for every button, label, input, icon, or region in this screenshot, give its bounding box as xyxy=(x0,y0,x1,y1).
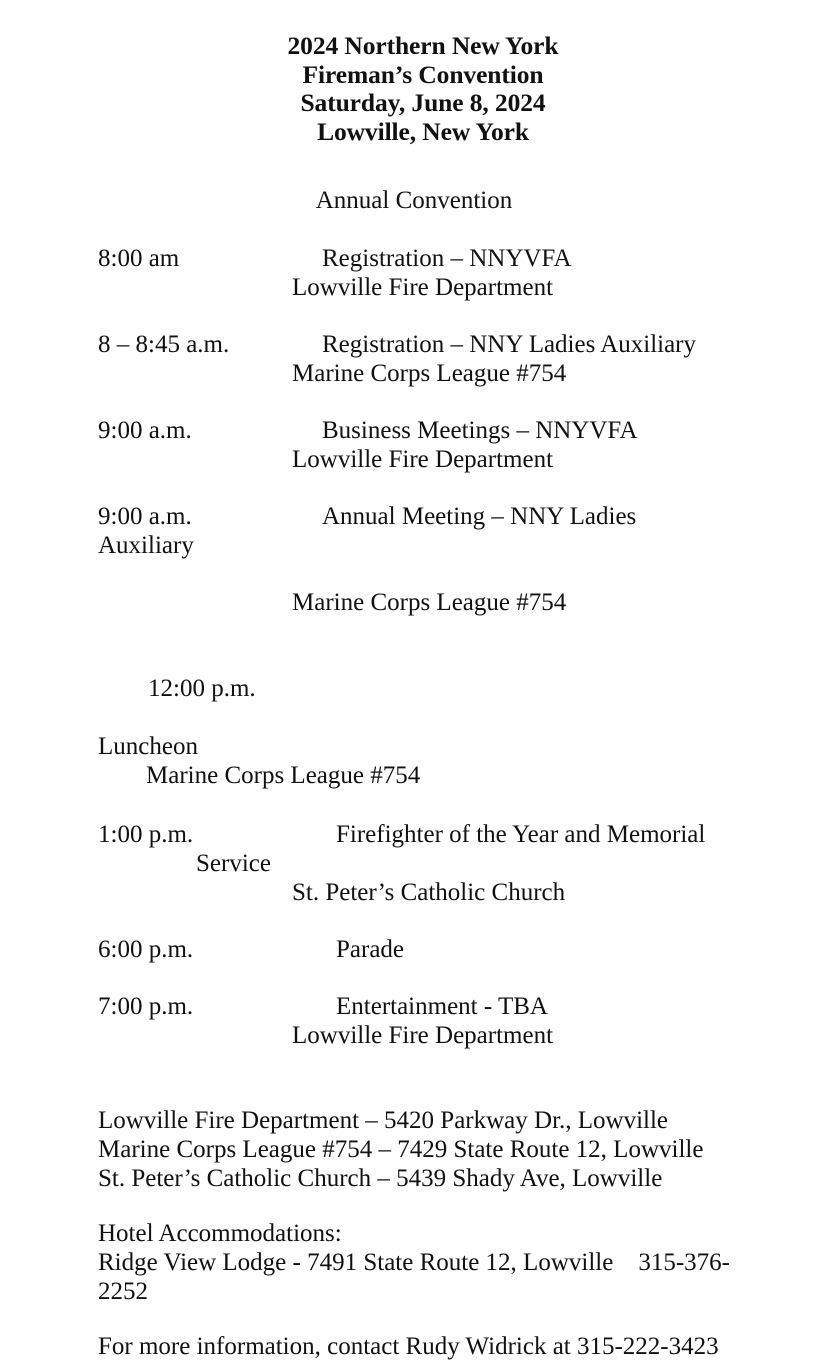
schedule-event-continuation: Service xyxy=(196,850,271,878)
schedule-event: Registration – NNYVFA xyxy=(322,245,572,273)
hotel-accommodations-block xyxy=(98,1219,748,1306)
schedule-venue: St. Peter’s Catholic Church xyxy=(292,879,566,907)
schedule-venue: Lowville Fire Department xyxy=(292,446,554,474)
venue-address-list xyxy=(98,1106,748,1193)
schedule-time: 7:00 p.m. xyxy=(98,993,194,1021)
title-line-1: 2024 Northern New York xyxy=(287,31,559,60)
schedule-event: Business Meetings – NNYVFA xyxy=(322,417,638,445)
schedule-list xyxy=(98,244,748,1050)
spacer xyxy=(98,1306,748,1332)
schedule-entry xyxy=(98,502,748,617)
schedule-entry xyxy=(98,820,748,907)
schedule-venue: Marine Corps League #754 xyxy=(292,360,567,388)
schedule-entry xyxy=(98,645,748,790)
spacer xyxy=(98,1193,748,1219)
schedule-entry xyxy=(98,416,748,474)
schedule-entry xyxy=(98,330,748,388)
schedule-time: 12:00 p.m. xyxy=(148,675,256,703)
title-line-4: Lowville, New York xyxy=(317,116,529,146)
venue-address: St. Peter’s Catholic Church – 5439 Shady Ave, Lowville xyxy=(98,1165,663,1193)
schedule-event: Registration – NNY Ladies Auxiliary xyxy=(322,331,697,359)
title-line-3: Saturday, June 8, 2024 xyxy=(300,88,546,118)
hotel-heading: Hotel Accommodations: xyxy=(98,1220,342,1248)
schedule-entry xyxy=(98,935,748,964)
schedule-event-continuation: Auxiliary xyxy=(98,532,194,560)
schedule-venue: Lowville Fire Department xyxy=(292,274,554,302)
document-title xyxy=(98,28,748,146)
schedule-event: Parade xyxy=(336,936,405,964)
schedule-time: 8 – 8:45 a.m. xyxy=(98,331,230,359)
venue-address: Lowville Fire Department – 5420 Parkway Dr., Lowville xyxy=(98,1107,669,1135)
schedule-event: Annual Meeting – NNY Ladies xyxy=(322,503,637,531)
venue-address: Marine Corps League #754 – 7429 State Route 12, Lowville xyxy=(98,1136,704,1164)
schedule-event: Entertainment - TBA xyxy=(336,993,548,1021)
hotel-listing-line-1: Ridge View Lodge - 7491 State Route 12, Lowville 315-376- xyxy=(98,1249,730,1277)
schedule-time: 1:00 p.m. xyxy=(98,821,194,849)
schedule-venue: Lowville Fire Department xyxy=(292,1022,554,1050)
schedule-entry xyxy=(98,244,748,302)
schedule-time: 9:00 a.m. xyxy=(98,503,192,531)
schedule-entry xyxy=(98,992,748,1050)
schedule-time: 9:00 a.m. xyxy=(98,417,192,445)
schedule-time: 8:00 am xyxy=(98,245,180,273)
document-subtitle: Annual Convention xyxy=(315,187,513,215)
schedule-event: Luncheon xyxy=(98,733,198,761)
title-line-2: Fireman’s Convention xyxy=(302,59,544,89)
schedule-venue: Marine Corps League #754 xyxy=(146,762,421,790)
schedule-time: 6:00 p.m. xyxy=(98,936,194,964)
contact-info: For more information, contact Rudy Widrick at 315-222-3423 xyxy=(98,1333,719,1361)
schedule-event: Firefighter of the Year and Memorial xyxy=(336,821,706,849)
schedule-venue: Marine Corps League #754 xyxy=(292,589,567,617)
hotel-listing-line-2: 2252 xyxy=(98,1278,148,1306)
